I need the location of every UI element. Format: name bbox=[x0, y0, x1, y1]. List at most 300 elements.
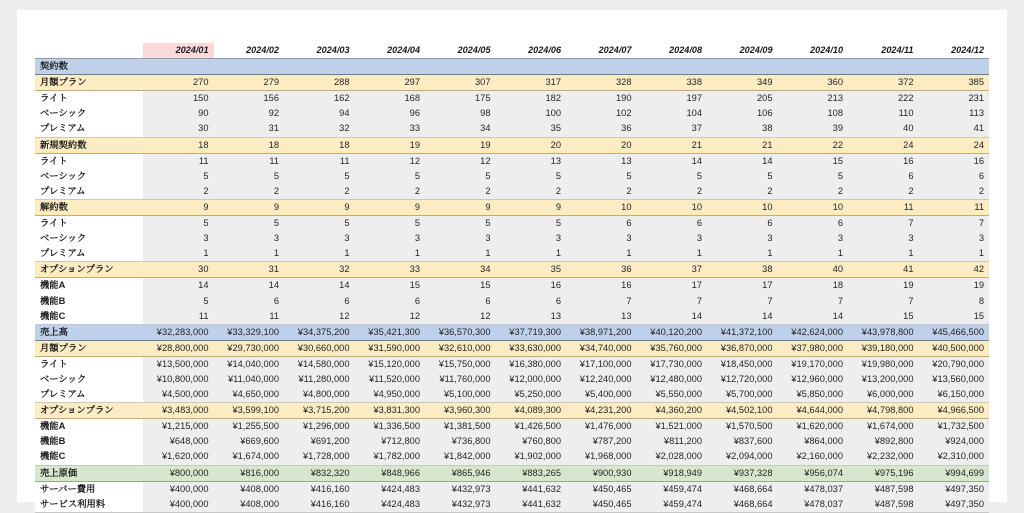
cell-value[interactable]: 5 bbox=[143, 169, 214, 184]
cell-value[interactable]: 3 bbox=[425, 231, 496, 246]
column-header-2024-08[interactable]: 2024/08 bbox=[637, 43, 708, 59]
cell-value[interactable]: ¥4,089,300 bbox=[496, 403, 567, 419]
cell-value[interactable]: ¥1,674,000 bbox=[848, 419, 919, 435]
cell-value[interactable]: 39 bbox=[778, 121, 849, 137]
cell-value[interactable] bbox=[496, 59, 567, 75]
cell-value[interactable]: 41 bbox=[919, 121, 990, 137]
column-header-2024-02[interactable]: 2024/02 bbox=[214, 43, 285, 59]
cell-value[interactable]: ¥1,782,000 bbox=[355, 449, 426, 465]
kpi-table[interactable] bbox=[35, 43, 989, 513]
cell-value[interactable]: 19 bbox=[848, 278, 919, 294]
cell-value[interactable]: ¥12,960,000 bbox=[778, 372, 849, 387]
cell-value[interactable]: ¥900,930 bbox=[566, 465, 637, 481]
cell-value[interactable]: ¥2,232,000 bbox=[848, 449, 919, 465]
cell-value[interactable]: 13 bbox=[496, 309, 567, 325]
cell-value[interactable]: ¥416,160 bbox=[284, 481, 355, 497]
cell-value[interactable]: 1 bbox=[425, 246, 496, 262]
cell-value[interactable]: 38 bbox=[707, 262, 778, 278]
cell-value[interactable]: ¥1,381,500 bbox=[425, 419, 496, 435]
cell-value[interactable]: 16 bbox=[848, 153, 919, 169]
table-row[interactable] bbox=[35, 246, 989, 262]
cell-value[interactable]: ¥400,000 bbox=[143, 481, 214, 497]
cell-value[interactable]: 3 bbox=[566, 231, 637, 246]
cell-value[interactable]: ¥2,310,000 bbox=[919, 449, 990, 465]
cell-value[interactable]: 2 bbox=[355, 184, 426, 200]
cell-value[interactable]: ¥1,674,000 bbox=[214, 449, 285, 465]
cell-value[interactable]: ¥811,200 bbox=[637, 434, 708, 449]
table-row[interactable] bbox=[35, 59, 989, 75]
cell-value[interactable]: 338 bbox=[637, 75, 708, 91]
cell-value[interactable]: ¥19,170,000 bbox=[778, 356, 849, 372]
cell-value[interactable]: ¥37,980,000 bbox=[778, 340, 849, 356]
cell-value[interactable]: 7 bbox=[919, 216, 990, 232]
cell-value[interactable]: 21 bbox=[707, 137, 778, 153]
cell-value[interactable]: 37 bbox=[637, 121, 708, 137]
cell-value[interactable]: ¥42,624,000 bbox=[778, 324, 849, 340]
cell-value[interactable]: 349 bbox=[707, 75, 778, 91]
cell-value[interactable]: ¥1,902,000 bbox=[496, 449, 567, 465]
cell-value[interactable]: ¥459,474 bbox=[637, 497, 708, 513]
cell-value[interactable]: ¥468,664 bbox=[707, 497, 778, 513]
cell-value[interactable]: 15 bbox=[425, 278, 496, 294]
column-header-2024-01[interactable]: 2024/01 bbox=[143, 43, 214, 59]
cell-value[interactable]: ¥450,465 bbox=[566, 481, 637, 497]
cell-value[interactable]: ¥648,000 bbox=[143, 434, 214, 449]
cell-value[interactable]: ¥31,590,000 bbox=[355, 340, 426, 356]
cell-value[interactable]: 7 bbox=[707, 294, 778, 309]
cell-value[interactable]: 10 bbox=[637, 199, 708, 215]
cell-value[interactable]: 110 bbox=[848, 106, 919, 121]
cell-value[interactable] bbox=[143, 59, 214, 75]
cell-value[interactable]: 14 bbox=[778, 309, 849, 325]
cell-value[interactable]: 190 bbox=[566, 91, 637, 107]
cell-value[interactable]: ¥1,732,500 bbox=[919, 419, 990, 435]
cell-value[interactable]: ¥441,632 bbox=[496, 481, 567, 497]
table-row[interactable] bbox=[35, 340, 989, 356]
cell-value[interactable]: 92 bbox=[214, 106, 285, 121]
cell-value[interactable]: ¥669,600 bbox=[214, 434, 285, 449]
cell-value[interactable]: ¥937,328 bbox=[707, 465, 778, 481]
cell-value[interactable]: 16 bbox=[566, 278, 637, 294]
cell-value[interactable]: 12 bbox=[425, 309, 496, 325]
cell-value[interactable]: ¥5,550,000 bbox=[637, 387, 708, 403]
cell-value[interactable]: ¥4,231,200 bbox=[566, 403, 637, 419]
cell-value[interactable]: ¥6,150,000 bbox=[919, 387, 990, 403]
cell-value[interactable]: 7 bbox=[848, 216, 919, 232]
cell-value[interactable] bbox=[355, 59, 426, 75]
cell-value[interactable]: ¥32,283,000 bbox=[143, 324, 214, 340]
cell-value[interactable]: ¥33,630,000 bbox=[496, 340, 567, 356]
cell-value[interactable]: ¥15,120,000 bbox=[355, 356, 426, 372]
cell-value[interactable]: 108 bbox=[778, 106, 849, 121]
table-row[interactable] bbox=[35, 294, 989, 309]
cell-value[interactable]: 1 bbox=[707, 246, 778, 262]
cell-value[interactable]: ¥864,000 bbox=[778, 434, 849, 449]
cell-value[interactable]: ¥1,570,500 bbox=[707, 419, 778, 435]
cell-value[interactable]: ¥13,200,000 bbox=[848, 372, 919, 387]
cell-value[interactable]: 35 bbox=[496, 121, 567, 137]
cell-value[interactable]: ¥800,000 bbox=[143, 465, 214, 481]
cell-value[interactable]: 12 bbox=[355, 153, 426, 169]
table-row[interactable] bbox=[35, 106, 989, 121]
cell-value[interactable]: ¥760,800 bbox=[496, 434, 567, 449]
cell-value[interactable]: 14 bbox=[637, 309, 708, 325]
column-header-2024-05[interactable]: 2024/05 bbox=[425, 43, 496, 59]
cell-value[interactable]: 10 bbox=[566, 199, 637, 215]
cell-value[interactable]: 16 bbox=[496, 278, 567, 294]
cell-value[interactable]: 3 bbox=[355, 231, 426, 246]
cell-value[interactable]: 13 bbox=[566, 153, 637, 169]
cell-value[interactable]: ¥2,028,000 bbox=[637, 449, 708, 465]
cell-value[interactable]: ¥11,760,000 bbox=[425, 372, 496, 387]
table-row[interactable] bbox=[35, 419, 989, 435]
column-header-2024-04[interactable]: 2024/04 bbox=[355, 43, 426, 59]
cell-value[interactable]: 5 bbox=[425, 169, 496, 184]
cell-value[interactable] bbox=[425, 59, 496, 75]
cell-value[interactable]: ¥924,000 bbox=[919, 434, 990, 449]
cell-value[interactable]: 8 bbox=[919, 294, 990, 309]
cell-value[interactable]: 5 bbox=[284, 169, 355, 184]
cell-value[interactable]: ¥865,946 bbox=[425, 465, 496, 481]
cell-value[interactable]: 15 bbox=[919, 309, 990, 325]
table-row[interactable] bbox=[35, 262, 989, 278]
cell-value[interactable]: 2 bbox=[707, 184, 778, 200]
cell-value[interactable]: 13 bbox=[566, 309, 637, 325]
cell-value[interactable]: ¥487,598 bbox=[848, 481, 919, 497]
cell-value[interactable] bbox=[919, 59, 990, 75]
cell-value[interactable]: 34 bbox=[425, 262, 496, 278]
cell-value[interactable]: 2 bbox=[778, 184, 849, 200]
cell-value[interactable]: 19 bbox=[425, 137, 496, 153]
cell-value[interactable]: ¥11,040,000 bbox=[214, 372, 285, 387]
cell-value[interactable]: ¥478,037 bbox=[778, 481, 849, 497]
column-header-2024-09[interactable]: 2024/09 bbox=[707, 43, 778, 59]
cell-value[interactable]: 18 bbox=[143, 137, 214, 153]
cell-value[interactable]: ¥468,664 bbox=[707, 481, 778, 497]
cell-value[interactable]: ¥478,037 bbox=[778, 497, 849, 513]
cell-value[interactable]: 6 bbox=[425, 294, 496, 309]
cell-value[interactable]: ¥1,521,000 bbox=[637, 419, 708, 435]
cell-value[interactable]: ¥34,375,200 bbox=[284, 324, 355, 340]
table-row[interactable] bbox=[35, 387, 989, 403]
cell-value[interactable]: 30 bbox=[143, 262, 214, 278]
table-row[interactable] bbox=[35, 184, 989, 200]
cell-value[interactable]: 14 bbox=[214, 278, 285, 294]
cell-value[interactable]: 113 bbox=[919, 106, 990, 121]
cell-value[interactable]: 7 bbox=[778, 294, 849, 309]
cell-value[interactable] bbox=[214, 59, 285, 75]
cell-value[interactable]: 6 bbox=[496, 294, 567, 309]
cell-value[interactable]: ¥5,850,000 bbox=[778, 387, 849, 403]
cell-value[interactable]: ¥36,870,000 bbox=[707, 340, 778, 356]
cell-value[interactable]: 6 bbox=[566, 216, 637, 232]
cell-value[interactable]: ¥16,380,000 bbox=[496, 356, 567, 372]
cell-value[interactable]: 94 bbox=[284, 106, 355, 121]
cell-value[interactable]: ¥424,483 bbox=[355, 481, 426, 497]
cell-value[interactable]: ¥32,610,000 bbox=[425, 340, 496, 356]
cell-value[interactable]: 279 bbox=[214, 75, 285, 91]
cell-value[interactable]: ¥1,426,500 bbox=[496, 419, 567, 435]
cell-value[interactable]: ¥450,465 bbox=[566, 497, 637, 513]
cell-value[interactable]: 6 bbox=[848, 169, 919, 184]
cell-value[interactable]: 205 bbox=[707, 91, 778, 107]
cell-value[interactable]: 9 bbox=[214, 199, 285, 215]
cell-value[interactable]: ¥41,372,100 bbox=[707, 324, 778, 340]
cell-value[interactable]: ¥12,240,000 bbox=[566, 372, 637, 387]
cell-value[interactable]: ¥883,265 bbox=[496, 465, 567, 481]
cell-value[interactable]: ¥4,798,800 bbox=[848, 403, 919, 419]
cell-value[interactable]: 328 bbox=[566, 75, 637, 91]
column-header-2024-07[interactable]: 2024/07 bbox=[566, 43, 637, 59]
cell-value[interactable]: 102 bbox=[566, 106, 637, 121]
cell-value[interactable]: 42 bbox=[919, 262, 990, 278]
cell-value[interactable]: ¥35,421,300 bbox=[355, 324, 426, 340]
table-row[interactable] bbox=[35, 199, 989, 215]
cell-value[interactable]: 16 bbox=[919, 153, 990, 169]
cell-value[interactable]: 213 bbox=[778, 91, 849, 107]
cell-value[interactable]: ¥12,720,000 bbox=[707, 372, 778, 387]
cell-value[interactable]: 100 bbox=[496, 106, 567, 121]
cell-value[interactable]: ¥11,280,000 bbox=[284, 372, 355, 387]
cell-value[interactable]: 162 bbox=[284, 91, 355, 107]
cell-value[interactable]: 2 bbox=[566, 184, 637, 200]
cell-value[interactable]: 3 bbox=[778, 231, 849, 246]
cell-value[interactable]: 37 bbox=[637, 262, 708, 278]
cell-value[interactable]: 175 bbox=[425, 91, 496, 107]
cell-value[interactable]: 21 bbox=[637, 137, 708, 153]
cell-value[interactable]: ¥15,750,000 bbox=[425, 356, 496, 372]
cell-value[interactable]: ¥39,180,000 bbox=[848, 340, 919, 356]
cell-value[interactable]: ¥1,842,000 bbox=[425, 449, 496, 465]
cell-value[interactable]: 22 bbox=[778, 137, 849, 153]
cell-value[interactable]: 40 bbox=[778, 262, 849, 278]
cell-value[interactable]: 1 bbox=[778, 246, 849, 262]
cell-value[interactable]: 5 bbox=[214, 216, 285, 232]
cell-value[interactable]: ¥5,700,000 bbox=[707, 387, 778, 403]
cell-value[interactable]: 12 bbox=[355, 309, 426, 325]
cell-value[interactable]: 5 bbox=[143, 294, 214, 309]
cell-value[interactable]: 11 bbox=[143, 309, 214, 325]
cell-value[interactable]: ¥691,200 bbox=[284, 434, 355, 449]
cell-value[interactable]: 32 bbox=[284, 121, 355, 137]
table-row[interactable] bbox=[35, 324, 989, 340]
cell-value[interactable]: 5 bbox=[355, 169, 426, 184]
cell-value[interactable]: ¥1,255,500 bbox=[214, 419, 285, 435]
cell-value[interactable] bbox=[778, 59, 849, 75]
cell-value[interactable]: ¥1,620,000 bbox=[778, 419, 849, 435]
cell-value[interactable]: 1 bbox=[919, 246, 990, 262]
cell-value[interactable]: ¥28,800,000 bbox=[143, 340, 214, 356]
cell-value[interactable]: ¥1,968,000 bbox=[566, 449, 637, 465]
cell-value[interactable]: 31 bbox=[214, 121, 285, 137]
cell-value[interactable]: 6 bbox=[778, 216, 849, 232]
cell-value[interactable]: 12 bbox=[425, 153, 496, 169]
cell-value[interactable]: 1 bbox=[496, 246, 567, 262]
cell-value[interactable]: ¥35,760,000 bbox=[637, 340, 708, 356]
cell-value[interactable]: 14 bbox=[707, 153, 778, 169]
cell-value[interactable]: ¥14,040,000 bbox=[214, 356, 285, 372]
cell-value[interactable]: 18 bbox=[214, 137, 285, 153]
cell-value[interactable]: 20 bbox=[496, 137, 567, 153]
cell-value[interactable]: 5 bbox=[214, 169, 285, 184]
cell-value[interactable]: ¥29,730,000 bbox=[214, 340, 285, 356]
cell-value[interactable]: ¥4,502,100 bbox=[707, 403, 778, 419]
cell-value[interactable]: ¥918,949 bbox=[637, 465, 708, 481]
cell-value[interactable] bbox=[637, 59, 708, 75]
cell-value[interactable]: ¥5,100,000 bbox=[425, 387, 496, 403]
cell-value[interactable]: 2 bbox=[919, 184, 990, 200]
cell-value[interactable]: ¥497,350 bbox=[919, 481, 990, 497]
cell-value[interactable] bbox=[707, 59, 778, 75]
cell-value[interactable]: ¥12,480,000 bbox=[637, 372, 708, 387]
cell-value[interactable]: 5 bbox=[425, 216, 496, 232]
cell-value[interactable]: ¥4,800,000 bbox=[284, 387, 355, 403]
cell-value[interactable] bbox=[284, 59, 355, 75]
cell-value[interactable]: ¥5,400,000 bbox=[566, 387, 637, 403]
cell-value[interactable]: ¥10,800,000 bbox=[143, 372, 214, 387]
cell-value[interactable]: 9 bbox=[284, 199, 355, 215]
cell-value[interactable]: ¥4,950,000 bbox=[355, 387, 426, 403]
cell-value[interactable]: ¥37,719,300 bbox=[496, 324, 567, 340]
cell-value[interactable]: 12 bbox=[284, 309, 355, 325]
cell-value[interactable]: ¥3,599,100 bbox=[214, 403, 285, 419]
cell-value[interactable]: 11 bbox=[214, 309, 285, 325]
table-row[interactable] bbox=[35, 216, 989, 232]
cell-value[interactable]: ¥424,483 bbox=[355, 497, 426, 513]
cell-value[interactable]: ¥408,000 bbox=[214, 497, 285, 513]
cell-value[interactable]: ¥40,120,200 bbox=[637, 324, 708, 340]
cell-value[interactable]: 32 bbox=[284, 262, 355, 278]
cell-value[interactable]: ¥837,600 bbox=[707, 434, 778, 449]
cell-value[interactable]: 6 bbox=[919, 169, 990, 184]
cell-value[interactable]: 5 bbox=[566, 169, 637, 184]
cell-value[interactable]: 11 bbox=[919, 199, 990, 215]
cell-value[interactable]: 1 bbox=[355, 246, 426, 262]
cell-value[interactable]: ¥6,000,000 bbox=[848, 387, 919, 403]
cell-value[interactable]: 168 bbox=[355, 91, 426, 107]
cell-value[interactable]: ¥34,740,000 bbox=[566, 340, 637, 356]
cell-value[interactable]: 9 bbox=[355, 199, 426, 215]
cell-value[interactable]: ¥4,650,000 bbox=[214, 387, 285, 403]
cell-value[interactable]: ¥4,360,200 bbox=[637, 403, 708, 419]
cell-value[interactable]: 96 bbox=[355, 106, 426, 121]
cell-value[interactable]: 6 bbox=[355, 294, 426, 309]
cell-value[interactable]: 3 bbox=[143, 231, 214, 246]
cell-value[interactable]: 1 bbox=[637, 246, 708, 262]
cell-value[interactable]: ¥432,973 bbox=[425, 481, 496, 497]
cell-value[interactable]: ¥2,094,000 bbox=[707, 449, 778, 465]
cell-value[interactable]: 2 bbox=[496, 184, 567, 200]
cell-value[interactable]: ¥816,000 bbox=[214, 465, 285, 481]
cell-value[interactable]: 34 bbox=[425, 121, 496, 137]
cell-value[interactable]: 7 bbox=[637, 294, 708, 309]
cell-value[interactable]: 3 bbox=[496, 231, 567, 246]
cell-value[interactable]: 372 bbox=[848, 75, 919, 91]
cell-value[interactable]: 10 bbox=[778, 199, 849, 215]
table-row[interactable] bbox=[35, 481, 989, 497]
cell-value[interactable]: 11 bbox=[284, 153, 355, 169]
cell-value[interactable]: 31 bbox=[214, 262, 285, 278]
cell-value[interactable]: 36 bbox=[566, 262, 637, 278]
cell-value[interactable]: 14 bbox=[284, 278, 355, 294]
cell-value[interactable]: 24 bbox=[919, 137, 990, 153]
cell-value[interactable]: 2 bbox=[848, 184, 919, 200]
cell-value[interactable]: ¥408,000 bbox=[214, 481, 285, 497]
cell-value[interactable]: ¥3,831,300 bbox=[355, 403, 426, 419]
cell-value[interactable]: 222 bbox=[848, 91, 919, 107]
cell-value[interactable]: 38 bbox=[707, 121, 778, 137]
cell-value[interactable]: ¥12,000,000 bbox=[496, 372, 567, 387]
cell-value[interactable]: 270 bbox=[143, 75, 214, 91]
table-row[interactable] bbox=[35, 231, 989, 246]
table-row[interactable] bbox=[35, 372, 989, 387]
cell-value[interactable]: ¥712,800 bbox=[355, 434, 426, 449]
cell-value[interactable]: 2 bbox=[284, 184, 355, 200]
cell-value[interactable]: ¥3,960,300 bbox=[425, 403, 496, 419]
cell-value[interactable]: 15 bbox=[778, 153, 849, 169]
table-row[interactable] bbox=[35, 434, 989, 449]
cell-value[interactable]: ¥1,620,000 bbox=[143, 449, 214, 465]
table-row[interactable] bbox=[35, 465, 989, 481]
cell-value[interactable]: 11 bbox=[143, 153, 214, 169]
cell-value[interactable]: ¥2,160,000 bbox=[778, 449, 849, 465]
cell-value[interactable]: ¥13,560,000 bbox=[919, 372, 990, 387]
cell-value[interactable]: ¥4,500,000 bbox=[143, 387, 214, 403]
cell-value[interactable]: ¥4,966,500 bbox=[919, 403, 990, 419]
cell-value[interactable]: 9 bbox=[143, 199, 214, 215]
cell-value[interactable]: 182 bbox=[496, 91, 567, 107]
cell-value[interactable]: 5 bbox=[637, 169, 708, 184]
cell-value[interactable]: 90 bbox=[143, 106, 214, 121]
cell-value[interactable]: 30 bbox=[143, 121, 214, 137]
table-row[interactable] bbox=[35, 169, 989, 184]
cell-value[interactable]: ¥33,329,100 bbox=[214, 324, 285, 340]
cell-value[interactable]: 6 bbox=[284, 294, 355, 309]
cell-value[interactable]: ¥20,790,000 bbox=[919, 356, 990, 372]
table-row[interactable] bbox=[35, 75, 989, 91]
cell-value[interactable]: 360 bbox=[778, 75, 849, 91]
cell-value[interactable]: ¥40,500,000 bbox=[919, 340, 990, 356]
cell-value[interactable]: 1 bbox=[566, 246, 637, 262]
cell-value[interactable]: ¥832,320 bbox=[284, 465, 355, 481]
column-header-2024-03[interactable]: 2024/03 bbox=[284, 43, 355, 59]
cell-value[interactable]: 150 bbox=[143, 91, 214, 107]
cell-value[interactable]: 3 bbox=[707, 231, 778, 246]
cell-value[interactable]: ¥3,715,200 bbox=[284, 403, 355, 419]
cell-value[interactable]: ¥892,800 bbox=[848, 434, 919, 449]
cell-value[interactable]: ¥736,800 bbox=[425, 434, 496, 449]
cell-value[interactable]: ¥1,336,500 bbox=[355, 419, 426, 435]
cell-value[interactable]: ¥441,632 bbox=[496, 497, 567, 513]
cell-value[interactable]: 307 bbox=[425, 75, 496, 91]
cell-value[interactable]: ¥3,483,000 bbox=[143, 403, 214, 419]
cell-value[interactable]: 18 bbox=[778, 278, 849, 294]
cell-value[interactable]: ¥497,350 bbox=[919, 497, 990, 513]
cell-value[interactable]: 11 bbox=[848, 199, 919, 215]
cell-value[interactable]: ¥11,520,000 bbox=[355, 372, 426, 387]
cell-value[interactable]: 41 bbox=[848, 262, 919, 278]
table-row[interactable] bbox=[35, 497, 989, 513]
cell-value[interactable]: 1 bbox=[214, 246, 285, 262]
cell-value[interactable]: 17 bbox=[707, 278, 778, 294]
cell-value[interactable]: 17 bbox=[637, 278, 708, 294]
table-row[interactable] bbox=[35, 91, 989, 107]
cell-value[interactable]: 1 bbox=[143, 246, 214, 262]
cell-value[interactable]: 7 bbox=[848, 294, 919, 309]
cell-value[interactable]: 98 bbox=[425, 106, 496, 121]
cell-value[interactable]: 2 bbox=[143, 184, 214, 200]
cell-value[interactable]: ¥975,196 bbox=[848, 465, 919, 481]
